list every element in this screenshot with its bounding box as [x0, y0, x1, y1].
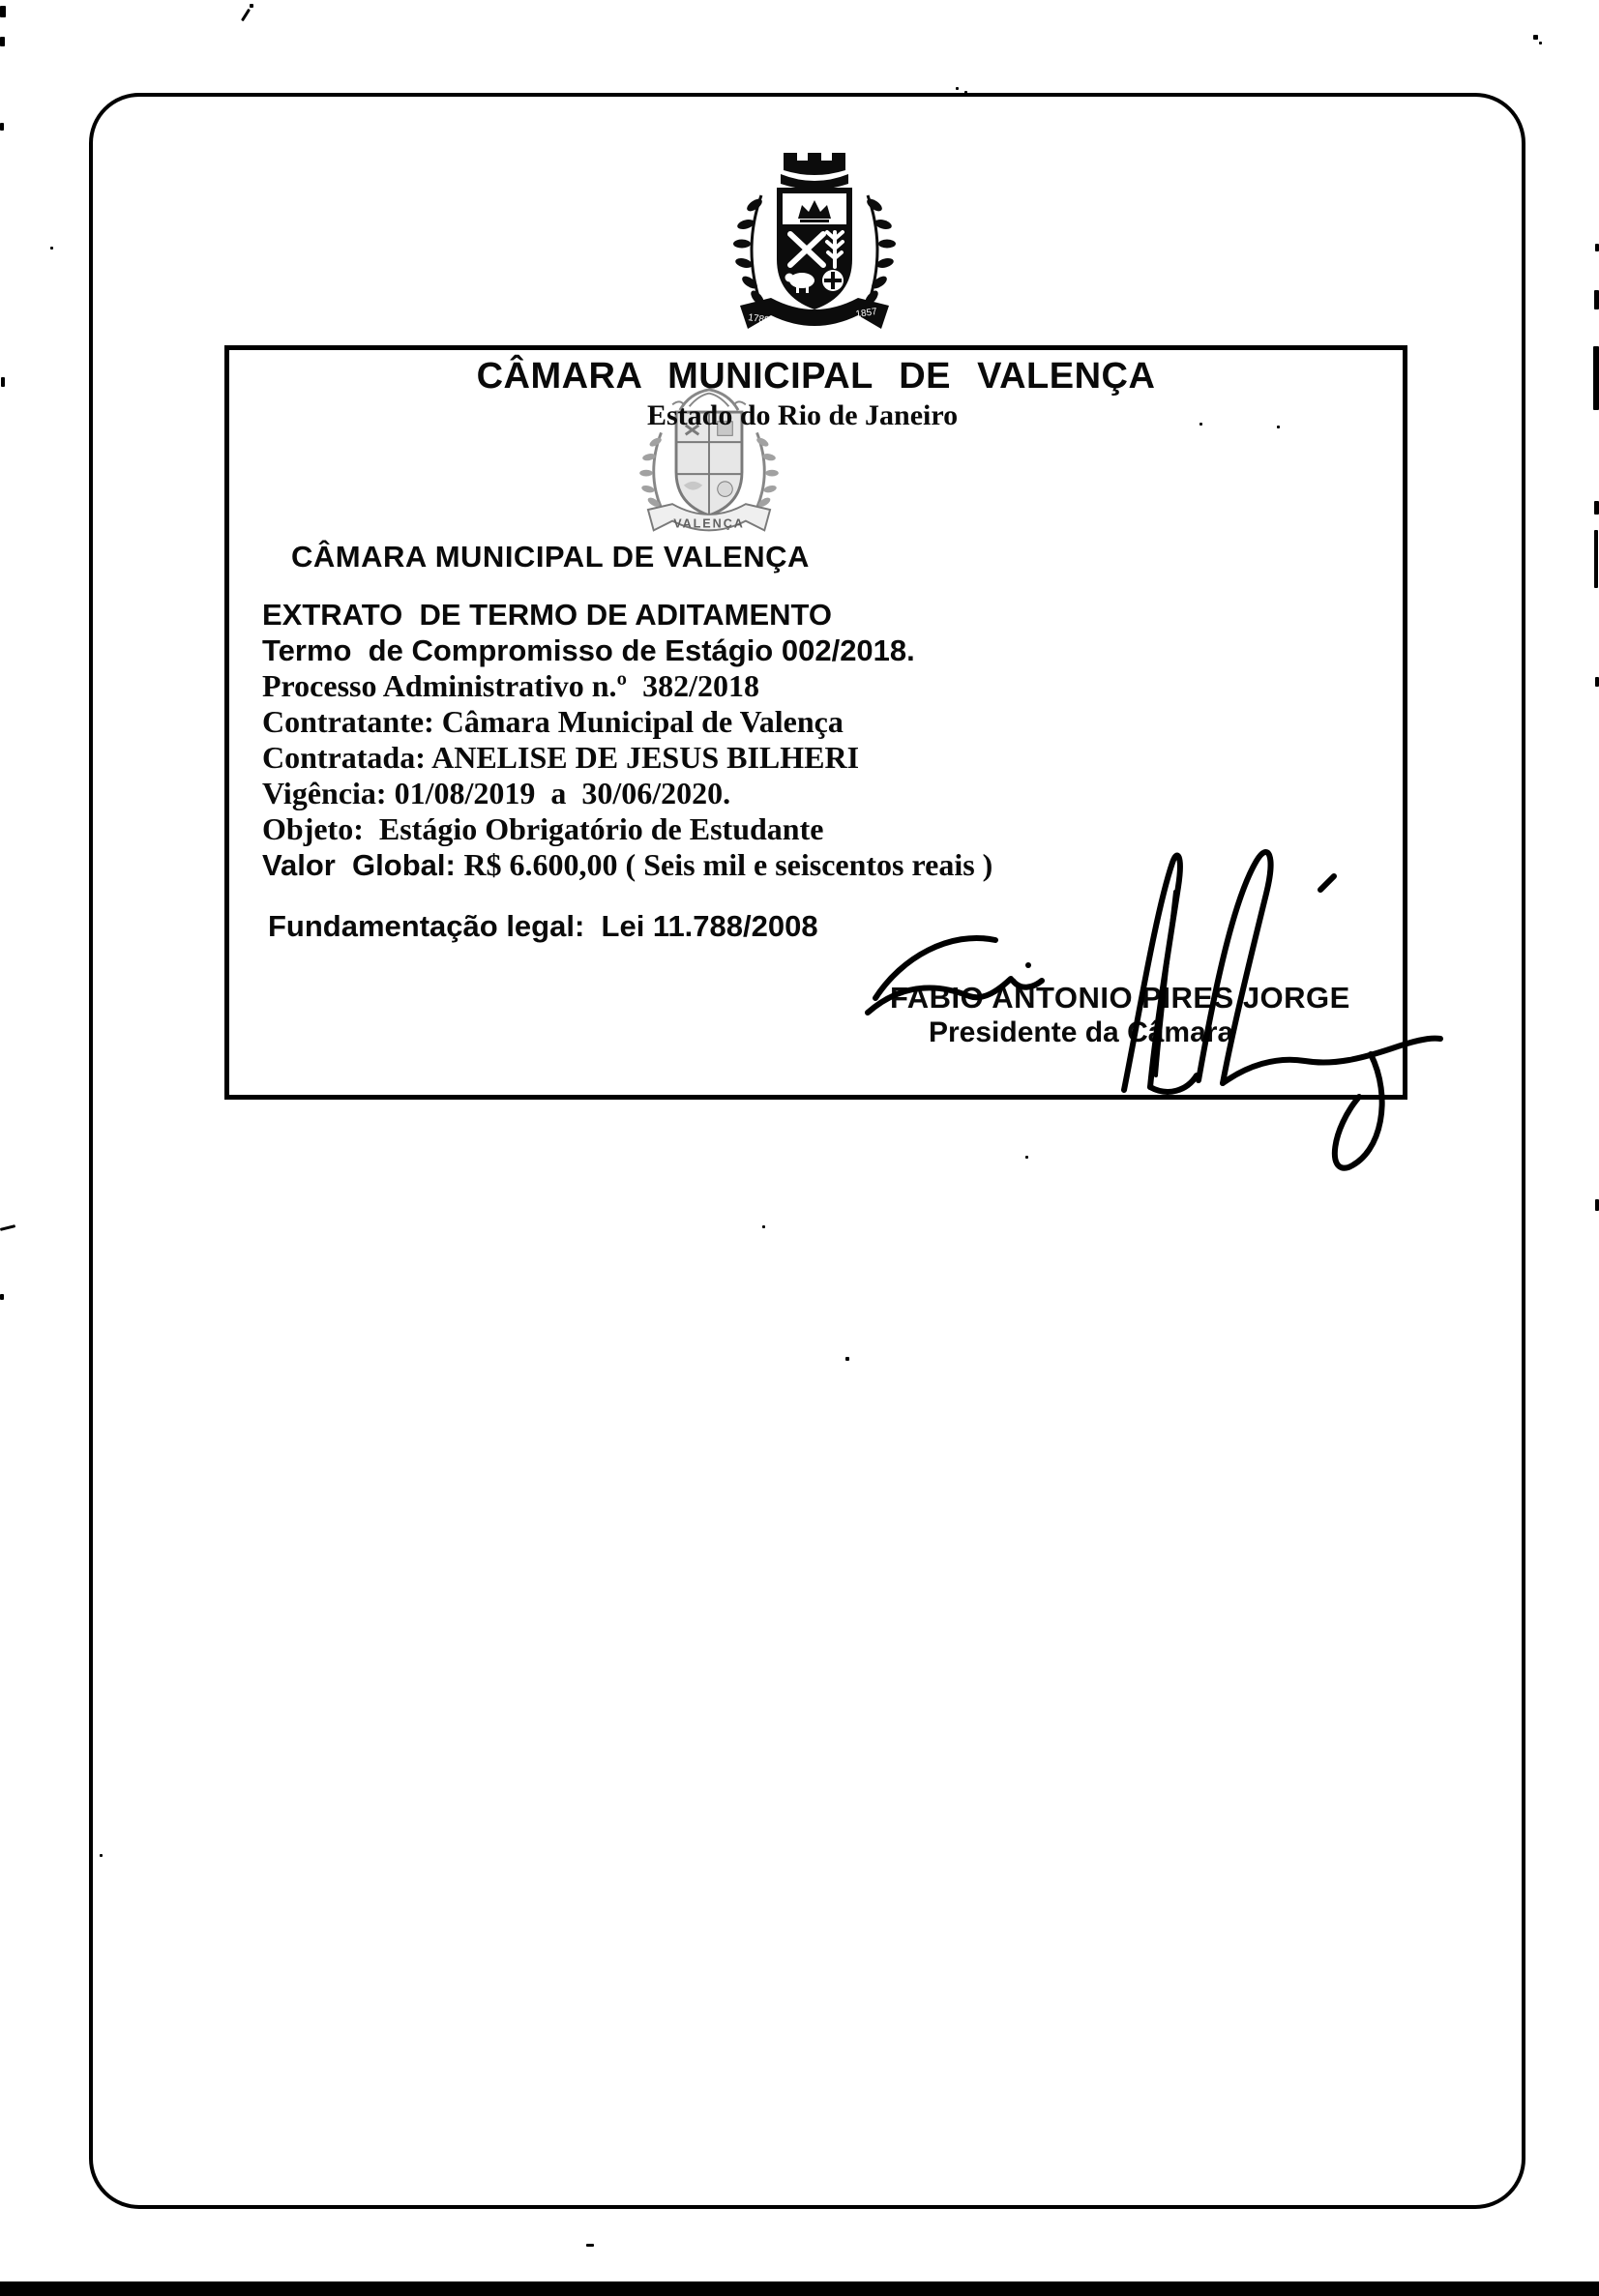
scan-artifact [1595, 1199, 1599, 1211]
scan-artifact [250, 4, 253, 8]
valor-global-label: Valor Global: [262, 848, 464, 882]
scan-artifact [1593, 346, 1599, 410]
document-frame [224, 345, 1407, 1100]
scan-artifact [50, 247, 53, 250]
scan-artifact [241, 9, 251, 21]
scan-artifact [1595, 244, 1599, 251]
letterhead-subtitle: Estado do Rio de Janeiro [647, 399, 959, 431]
valenca-coat-of-arms-icon [728, 145, 898, 339]
line-contratada: Contratada: ANELISE DE JESUS BILHERI [262, 740, 860, 775]
signer-role: Presidente da Câmara [929, 1016, 1234, 1048]
scan-artifact [1594, 501, 1599, 515]
letterhead-title: CÂMARA MUNICIPAL DE VALENÇA [476, 356, 1156, 397]
line-contratante: Contratante: Câmara Municipal de Valença [262, 704, 844, 739]
scan-artifact [1594, 530, 1598, 588]
signature-icon [848, 834, 1448, 1182]
scan-artifact [100, 1854, 103, 1857]
scan-artifact [1539, 42, 1542, 44]
scan-artifact [0, 1224, 15, 1231]
signer-name: FABIO ANTONIO PIRES JORGE [890, 981, 1350, 1015]
scan-artifact [956, 87, 959, 90]
org-name: CÂMARA MUNICIPAL DE VALENÇA [291, 540, 810, 574]
valor-global-value: R$ 6.600,00 ( Seis mil e seiscentos reais ) [463, 847, 993, 882]
scan-artifact [845, 1357, 849, 1361]
scan-artifact [964, 91, 967, 94]
small-crest-banner-name: VALENÇA [673, 516, 745, 531]
crest-year-left: 1789 [747, 312, 771, 327]
scan-artifact [0, 37, 5, 46]
scan-artifact [1595, 677, 1599, 687]
scanner-bottom-band [0, 2281, 1599, 2296]
line-fundamentacao-legal: Fundamentação legal: Lei 11.788/2008 [268, 909, 818, 943]
line-vigencia: Vigência: 01/08/2019 a 30/06/2020. [262, 776, 731, 810]
line-processo-administrativo: Processo Administrativo n.º 382/2018 [262, 668, 759, 703]
scan-artifact [762, 1225, 765, 1228]
line-termo-compromisso: Termo de Compromisso de Estágio 002/2018. [262, 633, 915, 667]
scan-artifact [1533, 35, 1538, 40]
scan-artifact [1, 377, 5, 387]
scan-artifact [0, 123, 4, 131]
doc-title: EXTRATO DE TERMO DE ADITAMENTO [262, 598, 833, 632]
line-objeto: Objeto: Estágio Obrigatório de Estudante [262, 811, 824, 846]
scan-artifact [1594, 290, 1599, 309]
crest-year-right: 1857 [854, 306, 878, 320]
scan-artifact [0, 1294, 4, 1300]
scan-artifact [0, 6, 6, 17]
scan-artifact [586, 2244, 594, 2247]
